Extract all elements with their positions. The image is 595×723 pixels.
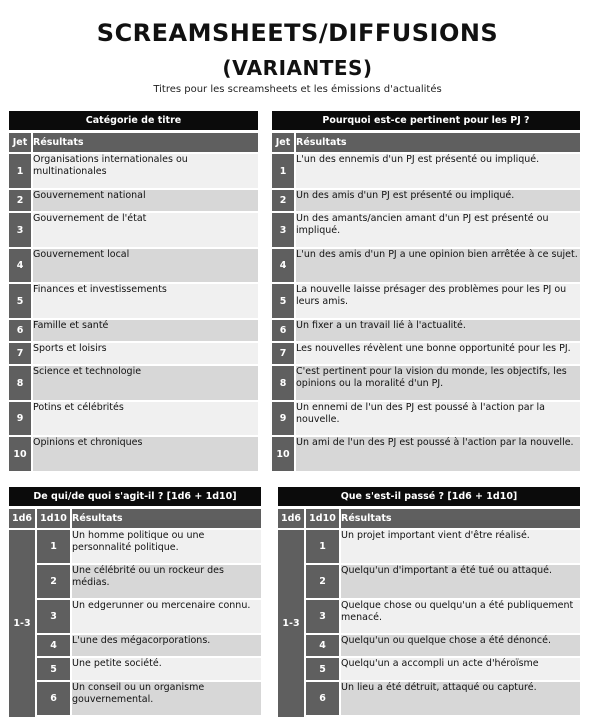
table-row: [9, 320, 258, 343]
table-row: [9, 154, 258, 190]
roll-number: 2: [272, 190, 296, 213]
roll-number: 4: [272, 249, 296, 284]
column-header-d6: 1d6: [9, 509, 37, 530]
result-text: L'un des ennemis d'un PJ est présenté ou impliqué.: [296, 154, 580, 190]
result-text: Les nouvelles révèlent une bonne opportunité pour les PJ.: [296, 343, 580, 366]
result-text: Un des amis d'un PJ est présenté ou impliqué.: [296, 190, 580, 213]
result-text: Un lieu a été détruit, attaqué ou capturé.: [341, 682, 580, 717]
page-title-line1: SCREAMSHEETS/DIFFUSIONS: [96, 19, 499, 47]
result-text: Un ennemi de l'un des PJ est poussé à l'action par la nouvelle.: [296, 402, 580, 437]
result-text: Un des amants/ancien amant d'un PJ est présenté ou impliqué.: [296, 213, 580, 249]
table-row: [272, 437, 580, 473]
result-text: Une petite société.: [72, 658, 261, 682]
column-header-roll: Jet: [272, 133, 296, 154]
roll-number: 2: [37, 565, 72, 600]
table-row: [9, 565, 261, 600]
roll-number: 4: [306, 635, 341, 658]
table-title: De qui/de quoi s'agit-il ? [1d6 + 1d10]: [9, 487, 261, 509]
result-text: Quelqu'un d'important a été tué ou attaqué.: [341, 565, 580, 600]
table-row: [278, 658, 580, 682]
roll-number: 3: [37, 600, 72, 635]
roll-number: 5: [306, 658, 341, 682]
column-header-roll: Jet: [9, 133, 33, 154]
table-passe: [278, 487, 580, 717]
table-pertinent: [272, 111, 580, 473]
table-row: [9, 284, 258, 320]
table-title: Que s'est-il passé ? [1d6 + 1d10]: [278, 487, 580, 509]
table-row: [9, 682, 261, 717]
page-subtitle: Titres pour les screamsheets et les émissions d'actualités: [153, 84, 442, 95]
result-text: Un edgerunner ou mercenaire connu.: [72, 600, 261, 635]
roll-number: 1: [9, 154, 33, 190]
result-text: Un homme politique ou une personnalité politique.: [72, 530, 261, 565]
roll-number: 6: [272, 320, 296, 343]
table-row: [272, 284, 580, 320]
table-row: [278, 600, 580, 635]
roll-number: 5: [37, 658, 72, 682]
table-row: [9, 213, 258, 249]
roll-number: 7: [9, 343, 33, 366]
page-title-line2: (VARIANTES): [222, 56, 373, 80]
column-header-result: Résultats: [33, 133, 258, 154]
column-header-result: Résultats: [72, 509, 261, 530]
table-row: [272, 190, 580, 213]
table-row: [9, 343, 258, 366]
table-row: [278, 682, 580, 717]
result-text: Un fixer a un travail lié à l'actualité.: [296, 320, 580, 343]
roll-number: 9: [9, 402, 33, 437]
roll-number: 6: [9, 320, 33, 343]
roll-number: 3: [272, 213, 296, 249]
result-text: Quelque chose ou quelqu'un a été publiquement menacé.: [341, 600, 580, 635]
result-text: Opinions et chroniques: [33, 437, 258, 473]
roll-number: 3: [306, 600, 341, 635]
result-text: Gouvernement local: [33, 249, 258, 284]
column-header-d10: 1d10: [306, 509, 341, 530]
column-header-d6: 1d6: [278, 509, 306, 530]
roll-number: 5: [9, 284, 33, 320]
table-row: [9, 437, 258, 473]
roll-number: 4: [9, 249, 33, 284]
table-row: [9, 366, 258, 402]
table-quoi: [9, 487, 261, 717]
roll-number: 2: [9, 190, 33, 213]
table-row: [272, 249, 580, 284]
column-header-result: Résultats: [296, 133, 580, 154]
roll-number: 1: [272, 154, 296, 190]
roll-number: 1: [306, 530, 341, 565]
result-text: Organisations internationales ou multinationales: [33, 154, 258, 190]
result-text: Un projet important vient d'être réalisé.: [341, 530, 580, 565]
roll-number: 2: [306, 565, 341, 600]
result-text: Quelqu'un ou quelque chose a été dénoncé.: [341, 635, 580, 658]
column-header-result: Résultats: [341, 509, 580, 530]
roll-number: 8: [9, 366, 33, 402]
d6-group-label: 1-3: [9, 530, 37, 717]
roll-number: 3: [9, 213, 33, 249]
table-row: [278, 565, 580, 600]
result-text: L'une des mégacorporations.: [72, 635, 261, 658]
table-row: [272, 213, 580, 249]
table-row: [9, 530, 261, 565]
result-text: L'un des amis d'un PJ a une opinion bien arrêtée à ce sujet.: [296, 249, 580, 284]
result-text: Finances et investissements: [33, 284, 258, 320]
table-row: [272, 366, 580, 402]
roll-number: 4: [37, 635, 72, 658]
result-text: Famille et santé: [33, 320, 258, 343]
roll-number: 8: [272, 366, 296, 402]
result-text: Potins et célébrités: [33, 402, 258, 437]
roll-number: 1: [37, 530, 72, 565]
table-row: [278, 530, 580, 565]
result-text: Gouvernement de l'état: [33, 213, 258, 249]
table-row: [9, 600, 261, 635]
roll-number: 9: [272, 402, 296, 437]
result-text: Quelqu'un a accompli un acte d'héroïsme: [341, 658, 580, 682]
column-header-d10: 1d10: [37, 509, 72, 530]
d6-group-label: 1-3: [278, 530, 306, 717]
table-row: [278, 635, 580, 658]
result-text: Sports et loisirs: [33, 343, 258, 366]
result-text: Gouvernement national: [33, 190, 258, 213]
table-title: Pourquoi est-ce pertinent pour les PJ ?: [272, 111, 580, 133]
table-row: [9, 249, 258, 284]
table-row: [9, 635, 261, 658]
table-row: [272, 320, 580, 343]
roll-number: 10: [9, 437, 33, 473]
roll-number: 6: [306, 682, 341, 717]
result-text: La nouvelle laisse présager des problèmes pour les PJ ou leurs amis.: [296, 284, 580, 320]
table-row: [9, 402, 258, 437]
result-text: Un ami de l'un des PJ est poussé à l'action par la nouvelle.: [296, 437, 580, 473]
result-text: C'est pertinent pour la vision du monde, les objectifs, les opinions ou la moralité d'un PJ.: [296, 366, 580, 402]
result-text: Un conseil ou un organisme gouvernemental.: [72, 682, 261, 717]
roll-number: 10: [272, 437, 296, 473]
table-row: [9, 658, 261, 682]
table-row: [9, 190, 258, 213]
result-text: Science et technologie: [33, 366, 258, 402]
table-row: [272, 402, 580, 437]
roll-number: 7: [272, 343, 296, 366]
table-row: [272, 343, 580, 366]
table-title: Catégorie de titre: [9, 111, 258, 133]
table-row: [272, 154, 580, 190]
roll-number: 5: [272, 284, 296, 320]
result-text: Une célébrité ou un rockeur des médias.: [72, 565, 261, 600]
table-categorie: [9, 111, 258, 473]
roll-number: 6: [37, 682, 72, 717]
